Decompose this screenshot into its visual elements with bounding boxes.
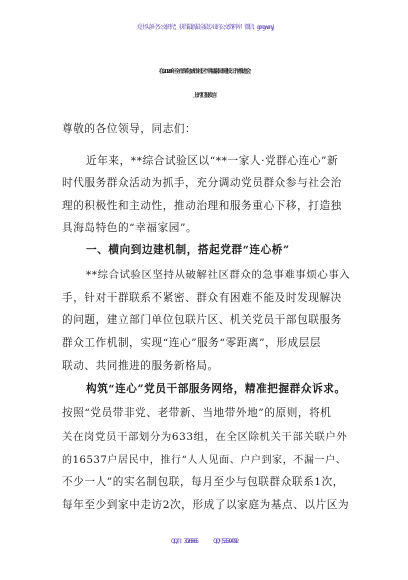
paragraph-line: 具海岛特色的“幸福家园”。 bbox=[62, 222, 198, 234]
subsection-heading: 构筑“连心”党员干部服务网络，精准把握群众诉求。 bbox=[86, 383, 346, 395]
qq-group-text: QQ群：30265665 bbox=[170, 539, 198, 545]
paragraph-line: 每年至少到家中走访2次，形成了以家庭为基点、以片区为 bbox=[62, 499, 350, 511]
paragraph-line: 时代服务群众活动为抓手，充分调动党员群众参与社会治 bbox=[62, 177, 342, 189]
paragraph-line: 群众工作机制，实现“连心”服务“零距离”，形成层层 bbox=[62, 337, 322, 349]
paragraph-line: 不少一人”的实名制包联，每月至少与包联群众联系1次， bbox=[62, 476, 345, 488]
paragraph-line: 的16537户居民中，推行“人人见面、户户到家，不漏一户、 bbox=[62, 455, 347, 466]
contact-footer bbox=[0, 536, 408, 545]
greeting: 尊敬的各位领导，同志们： bbox=[62, 123, 197, 135]
paragraph-line: 关在岗党员干部划分为633组，在全区除机关干部关联户外 bbox=[62, 431, 348, 443]
paragraph-line: 理的积极性和主动性，推动治理和服务重心下移，打造独 bbox=[62, 200, 342, 212]
paragraph-line: 的问题，建立部门单位包联片区、机关党员干部包联服务 bbox=[62, 314, 342, 326]
qq-number-text: QQ号:535304092 bbox=[213, 539, 238, 545]
section-heading: 一、横向到边建机制，搭起党群“连心桥” bbox=[86, 244, 290, 256]
paragraph-line: 近年来，**综合试验区以“**一家人·党群心连心”新 bbox=[86, 155, 339, 167]
paragraph-line: 联动、共同推进的服务新格局。 bbox=[62, 360, 219, 372]
paragraph-line: **综合试验区坚持从破解社区群众的急事难事烦心事入 bbox=[86, 269, 351, 281]
paragraph-line: 手，针对干群联系不紧密、群众有困难不能及时发现解决 bbox=[62, 292, 342, 304]
document-title-line-2: 上的汇报发言 bbox=[192, 93, 216, 99]
paragraph-line: 按照“党员带非党、老带新、当地带外地”的原则，将机 bbox=[62, 407, 332, 419]
promo-banner: 关注头条号"公文研究"，获得最新最全最专业的公文资料库！ 微信：gongwenyj bbox=[135, 24, 273, 31]
document-title-line-1: 在2024年全市深化城市社区“幸福家园”建设工作推进会 bbox=[158, 69, 250, 75]
